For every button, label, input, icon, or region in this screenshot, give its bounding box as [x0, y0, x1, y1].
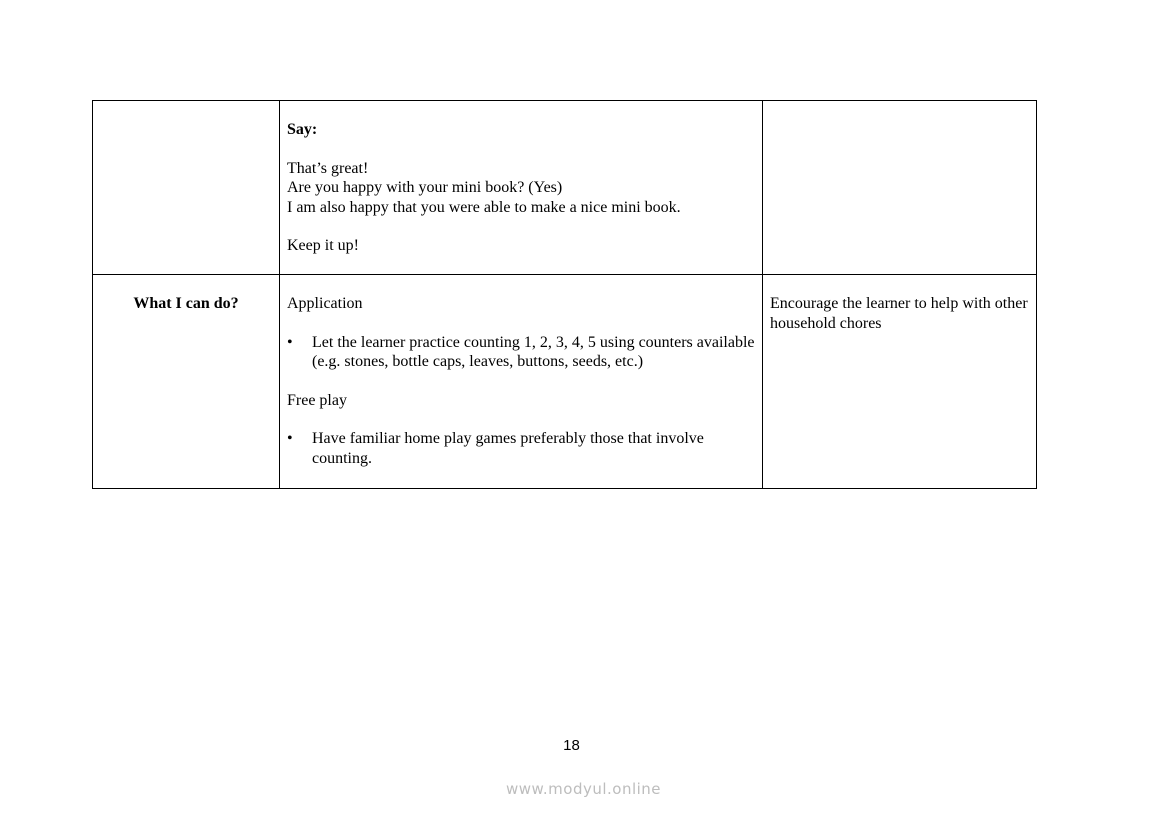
free-play-list — [287, 429, 755, 468]
table-row — [93, 101, 1037, 275]
say-label: Say: — [287, 121, 318, 138]
bullet-icon: • — [287, 430, 293, 447]
say-line: I am also happy that you were able to make a nice mini book. — [287, 198, 681, 216]
application-heading: Application — [287, 295, 363, 312]
application-list — [287, 333, 755, 372]
say-line: Are you happy with your mini book? (Yes) — [287, 179, 563, 196]
say-line: That’s great! — [287, 159, 369, 177]
list-item-text: Let the learner practice counting 1, 2, 3, 4, 5 using counters available (e.g. stones, bottle caps, leaves, buttons, seeds, etc.) — [312, 333, 755, 370]
row-label-cell — [93, 275, 280, 489]
list-item — [287, 333, 755, 372]
row-label-cell — [93, 101, 280, 275]
watermark: www.modyul.online — [505, 780, 662, 798]
table-row — [93, 275, 1037, 489]
say-closing: Keep it up! — [287, 237, 359, 254]
page-number: 18 — [563, 737, 580, 754]
notes-cell — [763, 275, 1037, 489]
notes-text: Encourage the learner to help with other household chores — [770, 295, 1028, 332]
bullet-icon: • — [287, 333, 293, 351]
list-item — [287, 429, 755, 468]
list-item-text: Have familiar home play games preferably those that involve counting. — [312, 430, 704, 467]
lesson-table — [92, 100, 1037, 489]
notes-cell — [763, 101, 1037, 275]
activity-cell — [280, 101, 763, 275]
free-play-heading: Free play — [287, 391, 347, 409]
activity-cell — [280, 275, 763, 489]
row-label: What I can do? — [133, 295, 239, 312]
